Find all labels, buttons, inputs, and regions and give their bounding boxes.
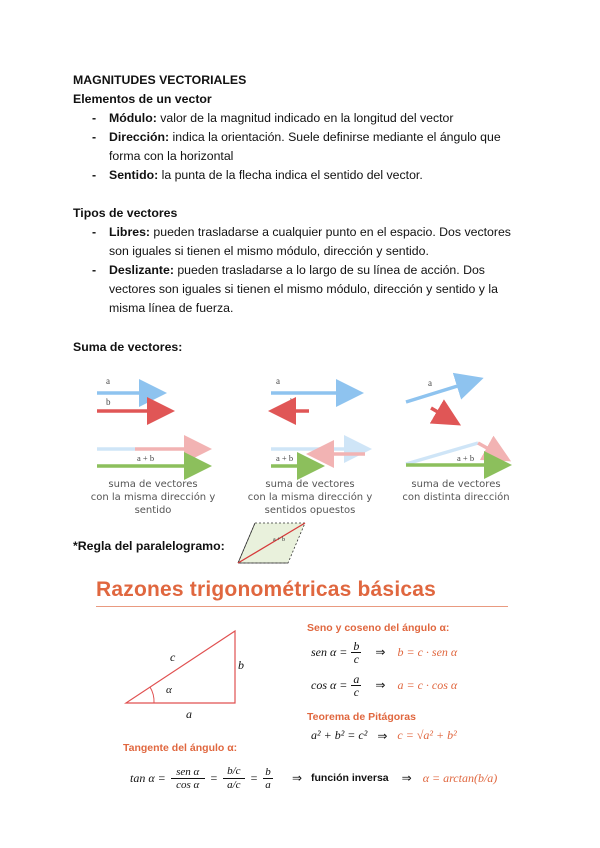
sum-label: a + b: [276, 453, 294, 463]
caption-different-direction: suma de vectores con distinta dirección: [402, 479, 510, 503]
inverse-label: función inversa: [311, 772, 389, 784]
cos-formula: [311, 670, 457, 700]
tan-fraction-3: [263, 766, 273, 791]
frac-den: c: [353, 684, 360, 699]
same-direction-group: [97, 376, 205, 466]
arrow: ⇒: [291, 771, 303, 785]
tan-fraction-1: [171, 766, 205, 791]
item-text: la punta de la flecha indica el sentido del vector.: [158, 168, 423, 182]
vec-a-label: a: [428, 378, 432, 388]
vector-b-ghost: [478, 443, 505, 458]
frac-num: sen α: [176, 765, 200, 778]
pythagoras-formula: [311, 728, 457, 743]
frac-num: b: [353, 638, 360, 653]
frac-num: a: [353, 671, 360, 686]
parallelogram-label: *Regla del paralelogramo:: [73, 539, 225, 553]
vec-b-label: b: [106, 397, 111, 407]
caption-opposite: suma de vectores con la misma dirección y sentidos opuestos: [247, 479, 373, 516]
types-heading: Tipos de vectores: [73, 206, 178, 220]
cos-lhs: cos α =: [311, 677, 348, 692]
item-text: indica la orientación. Suele definirse mediante el ángulo que forma con la horizontal: [109, 130, 501, 163]
list-item: - Módulo: valor de la magnitud indicado en la longitud del vector: [92, 111, 454, 125]
frac-den: a/c: [227, 778, 241, 791]
cos-rhs: a = c · cos α: [397, 677, 458, 692]
frac-num: b/c: [227, 764, 241, 777]
list-item: - Deslizante: pueden trasladarse a lo largo de su línea de acción. Dos vectores son iguales si tienen el mismo módulo, dirección y sentido y la misma línea de fuerza.: [92, 263, 498, 315]
item-term: Sentido:: [109, 168, 159, 182]
list-item: - Sentido: la punta de la flecha indica el sentido del vector.: [92, 168, 423, 182]
pythagoras-heading: Teorema de Pitágoras: [307, 711, 416, 723]
vector-a: [406, 380, 477, 402]
sum-label: a + b: [457, 453, 475, 463]
opposite-direction-group: [271, 376, 365, 466]
pyth-rhs: c = √a² + b²: [397, 728, 457, 742]
tan-heading: Tangente del ángulo α:: [123, 742, 238, 754]
arrow: ⇒: [375, 678, 386, 692]
sum-label: a + b: [137, 453, 155, 463]
item-term: Libres:: [109, 225, 150, 239]
sin-rhs: b = c · sen α: [397, 644, 458, 659]
title-underline: [96, 606, 508, 607]
frac-den: a: [265, 778, 271, 791]
sin-formula: [311, 637, 457, 667]
hyp-label: c: [170, 650, 176, 664]
sin-lhs: sen α =: [311, 644, 348, 659]
trig-title: Razones trigonométricas básicas: [96, 578, 436, 601]
arrow: ⇒: [375, 645, 386, 659]
tan-rhs: α = arctan(b/a): [422, 770, 498, 785]
angle-label: α: [166, 684, 172, 696]
arrow: ⇒: [401, 771, 412, 785]
item-text: pueden trasladarse a lo largo de su línea de acción. Dos vectores son iguales si tienen el mismo módulo, dirección y sentido y la misma línea de fuerza.: [109, 263, 498, 315]
vec-a-label: a: [276, 376, 280, 386]
different-direction-group: [406, 378, 505, 465]
sum-heading: Suma de vectores:: [73, 340, 183, 354]
sin-fraction: [351, 640, 361, 665]
elements-heading: Elementos de un vector: [73, 92, 212, 106]
arrow: ⇒: [377, 728, 388, 743]
item-term: Deslizante:: [109, 263, 174, 277]
caption-same-direction: suma de vectores con la misma dirección y sentido: [90, 479, 216, 516]
item-text: valor de la magnitud indicado en la longitud del vector: [156, 111, 454, 125]
item-term: Módulo:: [109, 111, 157, 125]
pyth-eq: a² + b² = c²: [311, 728, 368, 742]
frac-den: cos α: [176, 778, 200, 791]
vec-b-label: b: [290, 397, 295, 407]
frac-den: c: [353, 651, 360, 666]
parallelogram-diagram: [225, 519, 315, 569]
sin-cos-heading: Seno y coseno del ángulo α:: [307, 622, 450, 634]
cos-fraction: [351, 673, 361, 698]
vector-b: [431, 408, 455, 422]
tan-lhs: tan α =: [130, 770, 166, 785]
vec-b-label: b: [443, 400, 448, 410]
item-term: Dirección:: [109, 130, 170, 144]
opp-label: b: [238, 658, 244, 672]
item-text: pueden trasladarse a cualquier punto en el espacio. Dos vectores son iguales si tienen el mismo módulo, dirección y sentido.: [109, 225, 511, 258]
list-item: - Dirección: indica la orientación. Suele definirse mediante el ángulo que forma con la horizontal: [92, 130, 501, 163]
list-item: - Libres: pueden trasladarse a cualquier punto en el espacio. Dos vectores son iguales si tienen el mismo módulo, dirección y sentido.: [92, 225, 511, 258]
frac-num: b: [265, 765, 271, 778]
right-triangle: [120, 625, 260, 720]
tan-formula: tan α = sen α cos α = b/c a/c = b a ⇒ función inversa ⇒ α = arctan(b/a): [130, 764, 498, 791]
adj-label: a: [186, 707, 192, 720]
parallelogram-sum-label: a + b: [273, 537, 286, 543]
page-title: MAGNITUDES VECTORIALES: [73, 73, 247, 87]
vec-a-label: a: [106, 376, 110, 386]
tan-fraction-2: [223, 765, 245, 792]
